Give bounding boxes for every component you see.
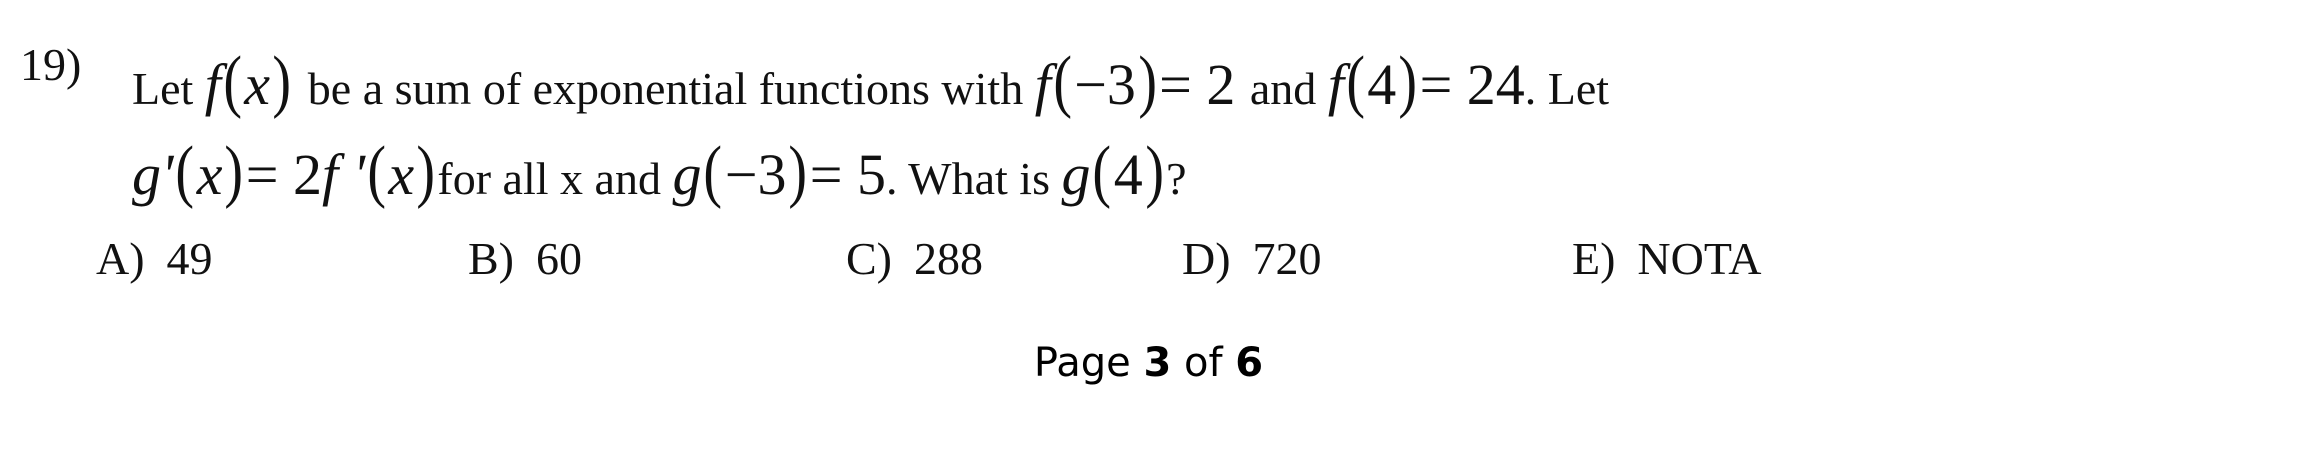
question-number: 19) — [20, 39, 82, 90]
math-f-of-x: f(x) — [204, 43, 291, 120]
text-for-all: for all x and — [437, 153, 661, 204]
question-line-2 — [132, 132, 1187, 212]
text-and: and — [1249, 63, 1317, 114]
text-let: Let — [132, 63, 194, 114]
math-f-4: f(4)= 24 — [1327, 43, 1525, 120]
choice-b: B) 60 — [468, 233, 582, 284]
choice-d: D) 720 — [1182, 233, 1322, 284]
current-page-number: 3 — [1143, 340, 1172, 386]
math-g-4: g(4) — [1061, 133, 1164, 210]
page-footer: Page 3 of 6 — [1033, 340, 1264, 386]
question-mark: ? — [1166, 153, 1187, 204]
choice-a: A) 49 — [96, 233, 213, 284]
text-what-is: . What is — [886, 153, 1050, 204]
math-f-neg3: f(−3)= 2 — [1034, 43, 1236, 120]
choice-e: E) NOTA — [1572, 233, 1762, 284]
question-line-1 — [132, 42, 1609, 122]
math-g-prime-eq: g'(x)= 2f '(x) — [132, 133, 436, 210]
text-let-2: . Let — [1524, 63, 1610, 114]
text-description: be a sum of exponential functions with — [307, 63, 1024, 114]
math-g-neg3: g(−3)= 5 — [672, 133, 886, 210]
choice-c: C) 288 — [846, 233, 983, 284]
total-pages-number: 6 — [1235, 340, 1264, 386]
